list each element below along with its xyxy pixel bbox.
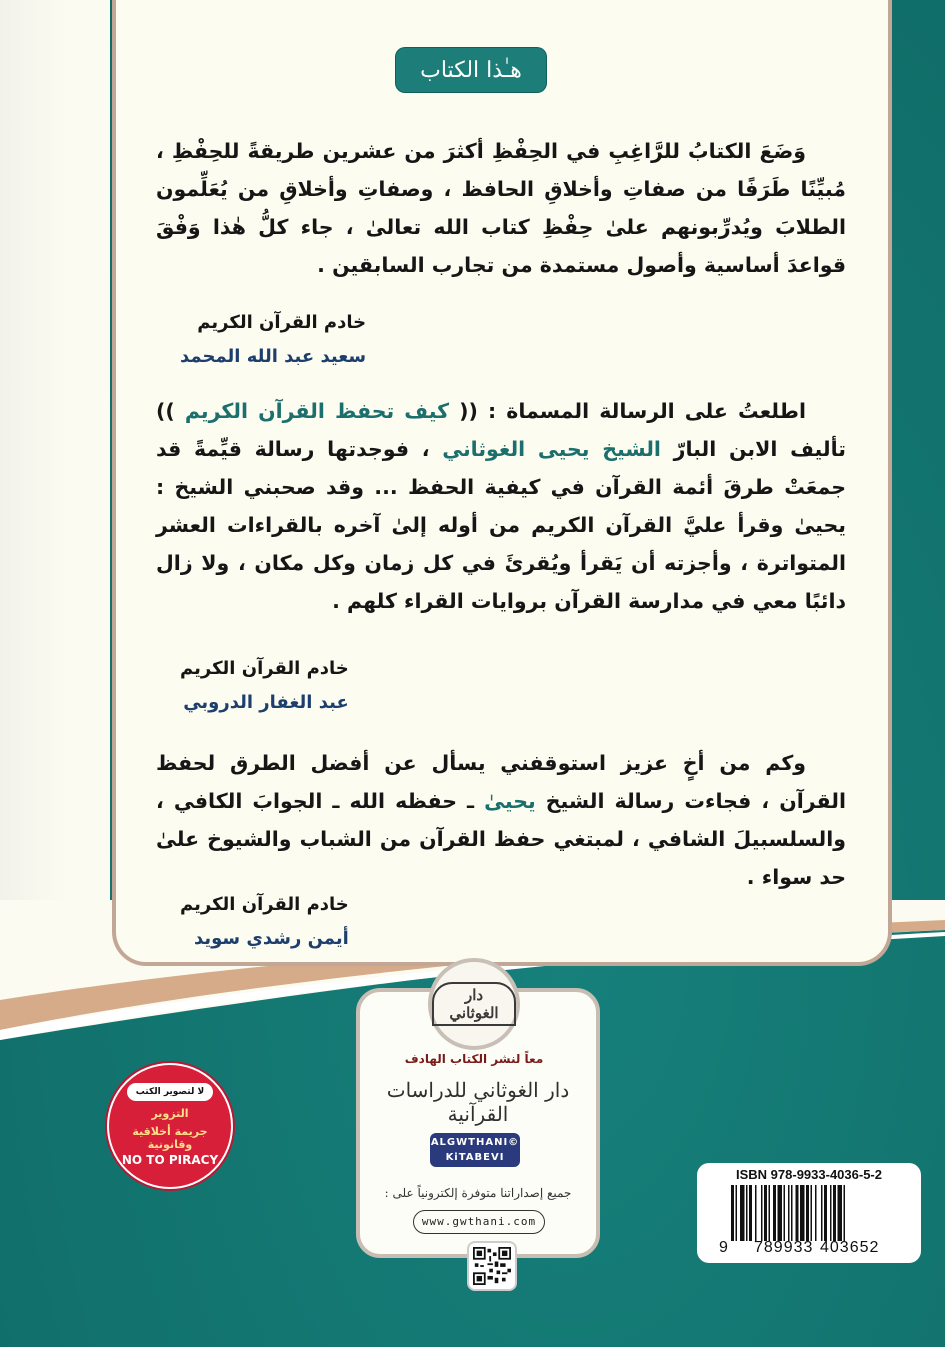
- website-link[interactable]: www.gwthani.com: [413, 1210, 545, 1234]
- barcode-bar: [830, 1185, 832, 1241]
- signature-2-title: خادم القرآن الكريم: [180, 658, 349, 679]
- barcode-graphic: [731, 1185, 881, 1241]
- signature-3: [180, 888, 349, 956]
- p2-author-name: الشيخ يحيى الغوثاني: [442, 437, 661, 461]
- paragraph-1-text: وَضَعَ الكتابُ للرَّاغِبِ في الحِفْظِ أكثرَ من عشرين طريقةً للحِفْظِ ، مُبيِّنًا طَرَفًا من صفاتِ وأخلاقِ الحافظ ، وصفاتِ وأخلاقِ من يُعَلِّمون الطلابَ ويُدرِّبونهم علىٰ حِفْظِ كتاب الله تعالىٰ ، جاء كلُّ هٰذا وَفْقَ قواعدَ أساسية وأصول مستمدة من تجارب السابقين .: [156, 139, 846, 277]
- barcode-bar: [773, 1185, 776, 1241]
- paragraph-3-text: [156, 744, 846, 896]
- barcode-bar: [769, 1185, 771, 1241]
- isbn-number: ISBN 978-9933-4036-5-2: [736, 1167, 882, 1182]
- barcode-bar: [736, 1185, 738, 1241]
- isbn-barcode-label: [697, 1163, 921, 1263]
- signature-3-title: خادم القرآن الكريم: [180, 894, 349, 915]
- publisher-name: دار الغوثاني للدراسات القرآنية: [386, 1078, 570, 1126]
- barcode-bar: [778, 1185, 783, 1241]
- kitabevi-line-1: ALGWTHANI©: [430, 1137, 520, 1148]
- barcode-bar: [821, 1185, 823, 1241]
- piracy-line-2: جريمة أخلاقية وقانونية: [132, 1125, 208, 1151]
- p2-part-4: ، فوجدتها رسالة قيِّمةً قد جمعَتْ طرقَ أئمة القرآن في كيفية الحفظ ... وقد صحبني الشيخ : يحيىٰ وقرأ عليَّ القرآن الكريم من أوله إلىٰ آخره بالقراءات العشر المتواترة ، وأجزته أن يَقرأ ويُقرئَ في كل زمان وكل مكان ، ولا زال دائبًا معي في مدارسة القرآن بروايات القراء كلهم .: [156, 437, 846, 613]
- piracy-english: NO TO PIRACY: [121, 1153, 219, 1167]
- p2-book-title: كيف تحفظ القرآن الكريم: [174, 399, 460, 423]
- publisher-logo: [428, 958, 520, 1050]
- barcode-bar: [806, 1185, 809, 1241]
- p3-author-name: يحيىٰ: [484, 789, 536, 813]
- publisher-slogan: معاً لنشر الكتاب الهادف: [404, 1052, 544, 1066]
- left-cream-strip: [0, 0, 110, 1010]
- paragraph-3: [156, 744, 846, 896]
- signature-2: [180, 652, 349, 720]
- barcode-bar: [740, 1185, 745, 1241]
- barcode-bar: [811, 1185, 813, 1241]
- signature-1: [180, 306, 366, 374]
- piracy-line-1: التزوير: [151, 1107, 189, 1120]
- availability-note: جميع إصداراتنا متوفرة إلكترونياً على :: [384, 1186, 572, 1200]
- kitabevi-badge: [430, 1133, 520, 1167]
- publisher-logo-text: دار الغوثاني: [432, 982, 516, 1026]
- qr-code-icon[interactable]: [467, 1241, 517, 1291]
- barcode-bar: [815, 1185, 817, 1241]
- section-title: هـٰذا الكتاب: [420, 57, 522, 83]
- barcode-bar: [824, 1185, 827, 1241]
- barcode-bar: [764, 1185, 767, 1241]
- barcode-bar: [833, 1185, 836, 1241]
- barcode-bar: [755, 1185, 757, 1241]
- barcode-bar: [746, 1185, 748, 1241]
- signature-1-name: سعيد عبد الله المحمد: [180, 346, 367, 367]
- signature-3-name: أيمن رشدي سويد: [193, 928, 349, 949]
- no-piracy-badge: [107, 1063, 233, 1189]
- barcode-bar: [788, 1185, 790, 1241]
- barcode-bar: [838, 1185, 843, 1241]
- signature-2-name: عبد الغفار الدروبي: [183, 692, 349, 713]
- p3-part-0: وكم من أخٍ عزيز استوقفني يسأل عن أفضل الطرق لحفظ القرآن ، فجاءت رسالة الشيخ: [156, 751, 846, 813]
- barcode-bar: [796, 1185, 799, 1241]
- piracy-pill-text: لا لتصوير الكتب: [127, 1083, 213, 1101]
- isbn-digits-left: 789933: [754, 1239, 814, 1256]
- paragraph-1: [156, 132, 846, 284]
- p2-part-2: )) تأليف الابن البارّ: [156, 399, 847, 461]
- barcode-bar: [749, 1185, 752, 1241]
- qr-code-graphic: [473, 1247, 511, 1285]
- signature-1-title: خادم القرآن الكريم: [197, 312, 367, 333]
- barcode-bar: [800, 1185, 805, 1241]
- paragraph-2: [156, 392, 846, 620]
- paragraph-2-text: [156, 392, 846, 620]
- barcode-bar: [791, 1185, 793, 1241]
- barcode-bar: [784, 1185, 786, 1241]
- p2-part-0: اطلعتُ على الرسالة المسماة : ((: [459, 399, 807, 423]
- barcode-bar: [731, 1185, 734, 1241]
- kitabevi-line-2: KiTABEVI: [445, 1152, 505, 1163]
- barcode-bar: [844, 1185, 846, 1241]
- isbn-digit-first: 9: [719, 1239, 728, 1256]
- barcode-bar: [761, 1185, 763, 1241]
- p3-part-2: ـ حفظه الله ـ الجوابَ الكافي ، والسلسبيلَ الشافي ، لمبتغي حفظ القرآن من الشباب والشيوخ علىٰ حد سواء .: [156, 789, 846, 889]
- isbn-digits-right: 403652: [820, 1239, 880, 1256]
- section-title-badge: [396, 48, 546, 92]
